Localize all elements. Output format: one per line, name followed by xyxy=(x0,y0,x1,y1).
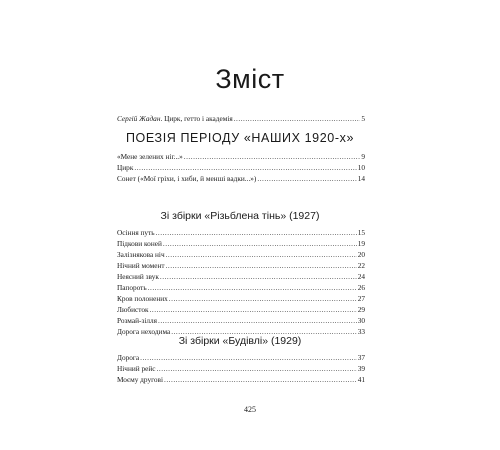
intro-title: . Цирк, гетто і академія xyxy=(160,114,233,123)
section-entries-carved-shadow xyxy=(117,227,365,337)
toc-entry: Любисток ..... 29 xyxy=(117,304,365,315)
toc-entry: Сонет («Мої гріхи, і хиби, й менші вадки...») ..... 14 xyxy=(117,173,365,184)
page-title: Зміст xyxy=(215,64,285,94)
toc-entry: Залізнякова ніч ..... 20 xyxy=(117,249,365,260)
toc-entry: Підкови коней ..... 19 xyxy=(117,238,365,249)
dot-leader xyxy=(234,113,361,124)
section-heading-buildings: Зі збірки «Будівлі» (1929) xyxy=(178,335,302,347)
intro-author: Сергій Жадан xyxy=(117,114,161,123)
section-heading-carved-shadow: Зі збірки «Різьблена тінь» (1927) xyxy=(160,210,320,222)
toc-entry: Кров полонених ..... 27 xyxy=(117,293,365,304)
section-heading-poetry-1920s: ПОЕЗІЯ ПЕРІОДУ «НАШИХ 1920-х» xyxy=(125,131,355,145)
section-entries-poetry-1920s xyxy=(117,151,365,184)
toc-entry: Цирк ..... 10 xyxy=(117,162,365,173)
page-number: 425 xyxy=(244,405,256,414)
toc-entry: Розмай-зілля ..... 30 xyxy=(117,315,365,326)
toc-entry: Дорога неходима ..... 33 xyxy=(117,326,365,337)
toc-entry: Осіння путь ..... 15 xyxy=(117,227,365,238)
toc-entry: Дорога ..... 37 xyxy=(117,352,365,363)
toc-entry: Моєму другові ..... 41 xyxy=(117,374,365,385)
toc-entry: Нічний рейс ..... 39 xyxy=(117,363,365,374)
intro-page: 5 xyxy=(361,114,365,123)
toc-entry: «Мене зелених ніг...» ..... 9 xyxy=(117,151,365,162)
section-entries-buildings xyxy=(117,352,365,385)
intro-block xyxy=(117,113,365,124)
toc-entry: Неясний звук ..... 24 xyxy=(117,271,365,282)
toc-entry-intro xyxy=(117,113,365,124)
toc-entry: Папороть ..... 26 xyxy=(117,282,365,293)
toc-entry: Нічний момент ..... 22 xyxy=(117,260,365,271)
